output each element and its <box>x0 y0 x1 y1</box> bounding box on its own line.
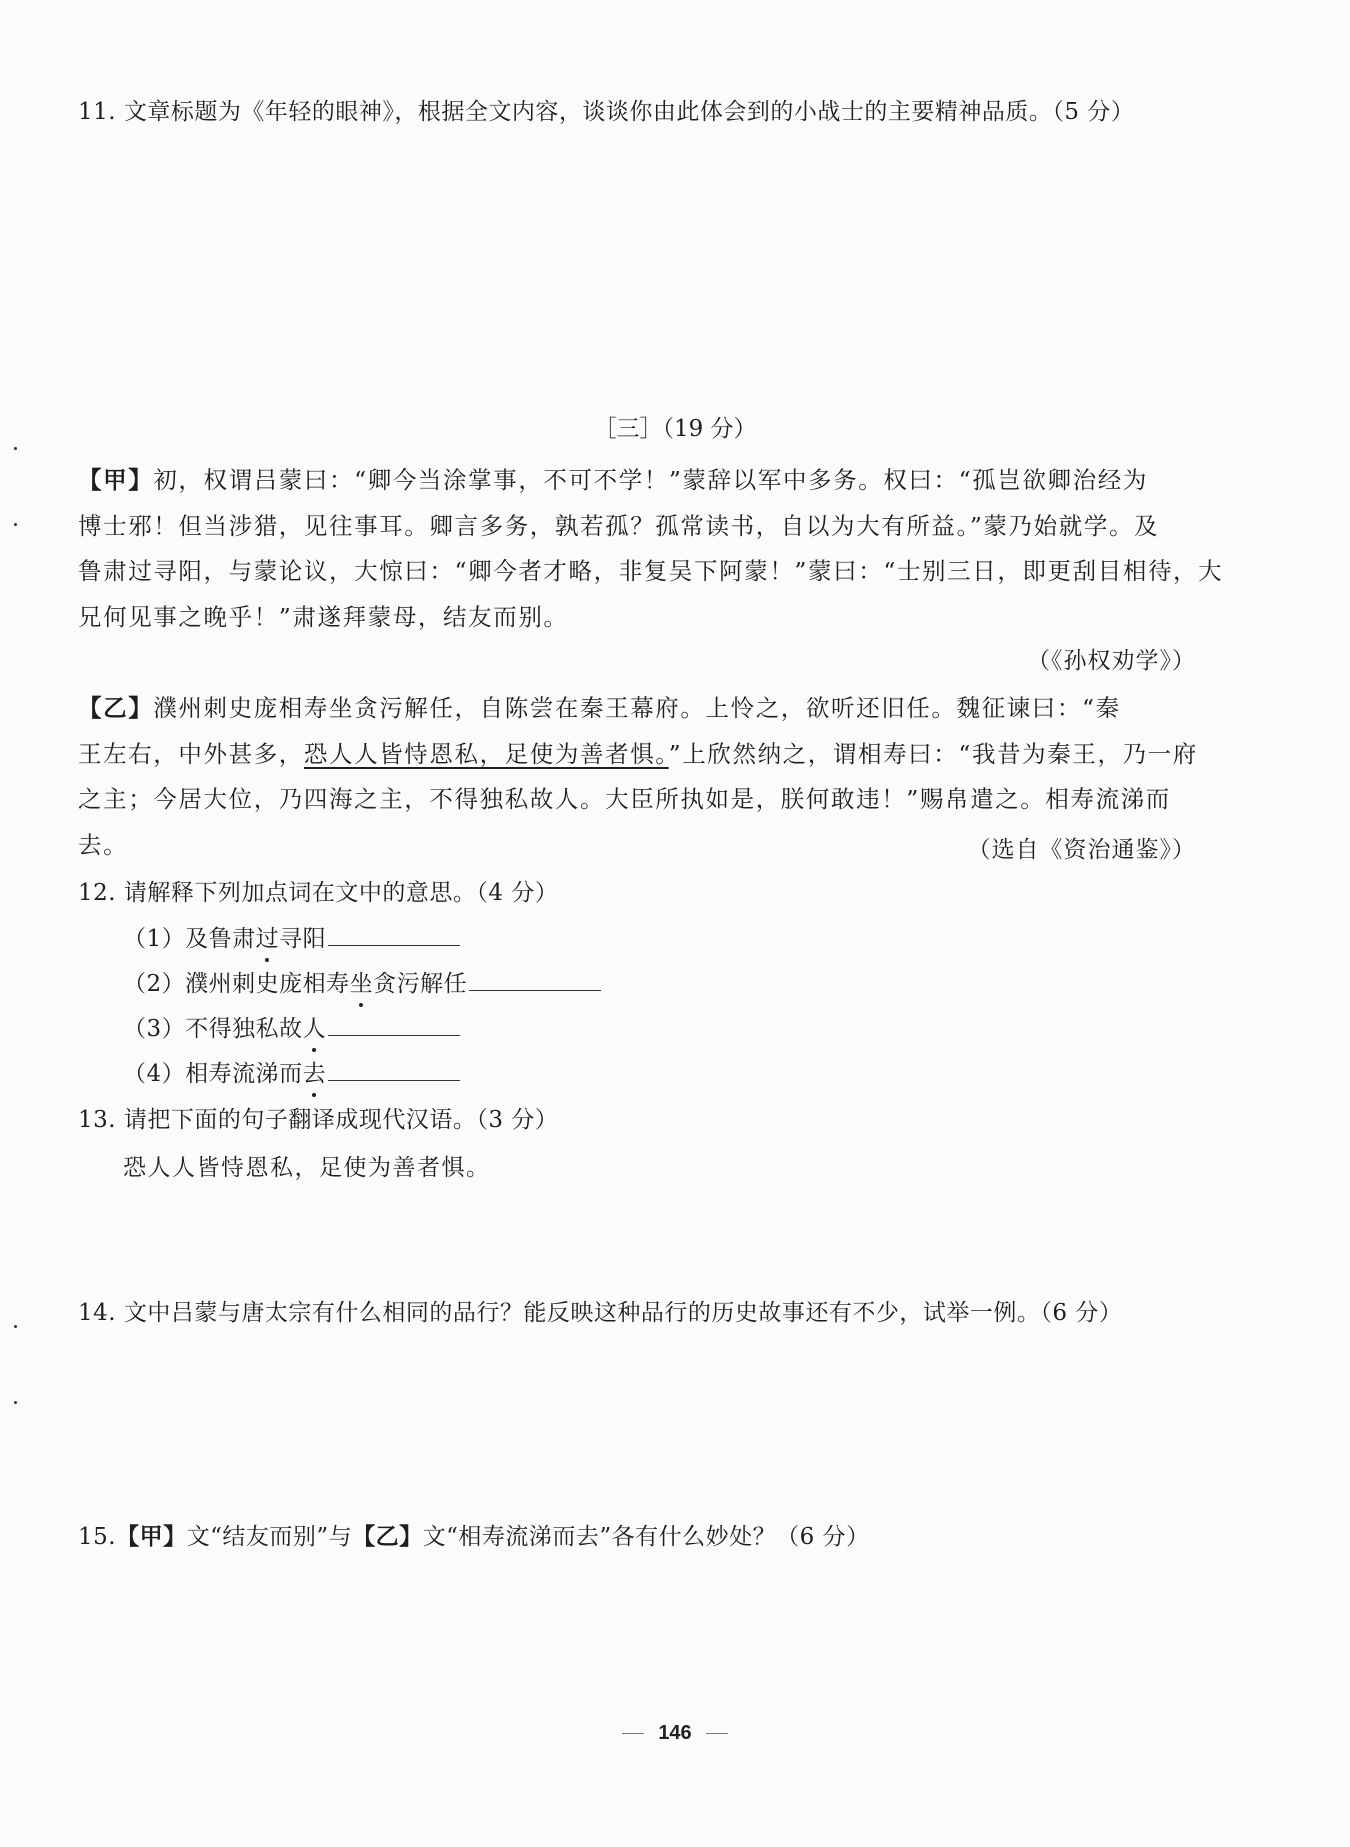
q13-sentence: 恐人人皆恃恩私，足使为善者惧。 <box>123 1155 491 1181</box>
scan-mark <box>14 523 17 526</box>
passage-jia-text-1: 初，权谓吕蒙曰：“卿今当涂掌事，不可不学！”蒙辞以军中多务。权曰：“孤岂欲卿治经为 <box>153 466 1148 494</box>
answer-blank[interactable] <box>328 1013 460 1036</box>
scan-mark <box>14 447 17 450</box>
passage-yi-text-2b: ”上欣然纳之，谓相寿曰：“我昔为秦王，乃一府 <box>668 739 1198 768</box>
q15-number: 15. <box>78 1524 117 1550</box>
q12-item-1-post: 寻阳 <box>279 926 327 952</box>
underlined-sentence: 恐人人皆恃恩私，足使为善者惧。 <box>303 739 669 768</box>
answer-blank[interactable] <box>469 968 601 991</box>
q12-item-1-pre: （1）及鲁肃 <box>123 926 256 952</box>
passage-yi-source: （选自《资治通鉴》） <box>967 837 1196 863</box>
answer-blank[interactable] <box>328 1058 460 1081</box>
passage-yi-text-2a: 王左右，中外甚多， <box>78 739 304 768</box>
q12-item-1-dotted-word: 过 <box>256 923 280 955</box>
passage-jia <box>78 458 1224 640</box>
q12-item-2-post: 贪污解任 <box>373 971 468 997</box>
q12-item-2-dotted-word: 坐 <box>350 968 374 1000</box>
page-footer <box>0 1722 1350 1745</box>
q12-item-4 <box>123 1058 460 1090</box>
q12-item-3 <box>123 1013 460 1045</box>
q12-item-4-dotted-word: 去 <box>303 1058 327 1090</box>
footer-dash-left <box>622 1733 644 1734</box>
q15-text-post: 文“相寿流涕而去”各有什么妙处？（6 分） <box>422 1524 870 1550</box>
q12-item-4-pre: （4）相寿流涕而 <box>123 1061 303 1087</box>
question-13-title: 13. 请把下面的句子翻译成现代汉语。（3 分） <box>78 1107 559 1133</box>
passage-jia-source: （《孙权劝学》） <box>1027 648 1196 674</box>
passage-jia-line-4: 兄何见事之晚乎！”肃遂拜蒙母，结友而别。 <box>78 602 569 631</box>
passage-yi-line-3: 之主；今居大位，乃四海之主，不得独私故人。大臣所执如是，朕何敢违！”赐帛遣之。相寿流涕而 <box>78 785 1171 813</box>
question-11: 11. 文章标题为《年轻的眼神》，根据全文内容，谈谈你由此体会到的小战士的主要精神品质。（5 分） <box>78 99 1135 125</box>
question-12-title: 12. 请解释下列加点词在文中的意思。（4 分） <box>78 880 559 906</box>
answer-blank[interactable] <box>328 923 460 946</box>
passage-yi-text-1: 濮州刺史庞相寿坐贪污解任，自陈尝在秦王幕府。上怜之，欲听还旧任。魏征谏曰：“秦 <box>153 694 1121 722</box>
page-number: 146 <box>658 1722 692 1744</box>
q12-item-3-dotted-word: 人 <box>303 1013 327 1045</box>
question-15 <box>78 1521 870 1553</box>
passage-jia-line-2: 博士邪！但当涉猎，见往事耳。卿言多务，孰若孤？孤常读书，自以为大有所益。”蒙乃始就学。及 <box>78 511 1160 540</box>
q12-item-1 <box>123 923 460 955</box>
passage-yi-line-2 <box>78 732 1198 778</box>
footer-dash-right <box>706 1733 728 1734</box>
q15-mark-jia: 【甲】 <box>116 1524 187 1550</box>
q15-mark-yi: 【乙】 <box>352 1524 423 1550</box>
passage-jia-line-1 <box>78 458 1193 504</box>
q12-item-2-pre: （2）濮州刺史庞相寿 <box>123 971 350 997</box>
scan-mark <box>14 1401 17 1404</box>
passage-jia-line-3: 鲁肃过寻阳，与蒙论议，大惊曰：“卿今者才略，非复吴下阿蒙！”蒙曰：“士别三日，即更刮目相待，大 <box>78 557 1224 585</box>
passage-yi-mark: 【乙】 <box>78 694 154 722</box>
section-heading: ［三］（19 分） <box>593 416 757 442</box>
scan-mark <box>14 1325 17 1328</box>
passage-yi-line-1 <box>78 686 1193 732</box>
passage-yi-line-4: 去。 <box>78 830 129 859</box>
q12-item-3-pre: （3）不得独私故 <box>123 1016 303 1042</box>
passage-jia-mark: 【甲】 <box>78 466 154 494</box>
q15-text-mid: 文“结友而别”与 <box>186 1524 353 1550</box>
q12-item-2 <box>123 968 601 1000</box>
question-14: 14. 文中吕蒙与唐太宗有什么相同的品行？能反映这种品行的历史故事还有不少，试举一例。（6 分） <box>78 1300 1123 1326</box>
